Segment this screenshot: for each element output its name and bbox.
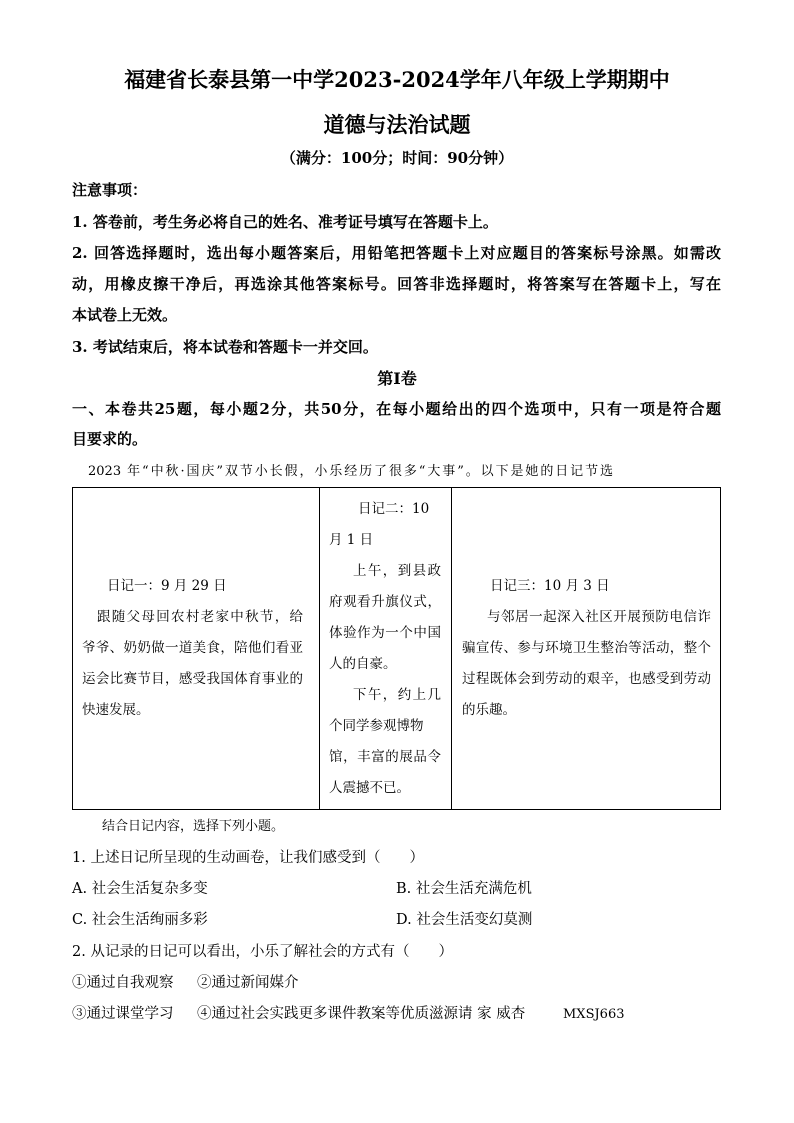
diary-entry-3 [452,488,720,809]
section-line-2: 目要求的。 [72,430,148,448]
exam-subtitle: 道德与法治试题 [323,112,471,137]
diary-entry-3-heading: 日记三：10 月 3 日 [490,578,610,594]
watermark-code: MXSJ663 [563,1007,625,1022]
diary-entry-2-line: 下午，约上几 [353,686,441,703]
diary-entry-2-heading: 日记二：10 [358,500,430,517]
question-2-choice-2: ②通过新闻媒介 [197,975,299,991]
exam-title: 福建省长泰县第一中学2023-2024学年八年级上学期期中 [124,67,670,92]
notes-item-1: 1. 答卷前，考生务必将自己的姓名、准考证号填写在答题卡上。 [72,213,498,231]
notes-item-2-line-1: 2. 回答选择题时，选出每小题答案后，用铅笔把答题卡上对应题目的答案标号涂黑。如需改 [72,244,721,262]
diary-entry-3-line: 骗宣传、参与环境卫生整治等活动，整个 [462,640,711,656]
question-2-choice-3: ③通过课堂学习 [72,1006,174,1022]
question-1-option-a: A. 社会生活复杂多变 [72,881,208,897]
diary-entry-2-line: 人震撼不已。 [329,779,410,796]
diary-table [72,487,721,810]
diary-entry-1-line: 跟随父母回农村老家中秋节，给 [97,609,303,625]
diary-entry-2-line: 体验作为一个中国 [329,624,441,641]
question-1-stem: 1. 上述日记所呈现的生动画卷，让我们感受到（ ） [72,850,424,866]
question-2-stem: 2. 从记录的日记可以看出，小乐了解社会的方式有（ ） [72,944,453,960]
diary-entry-3-line: 的乐趣。 [462,702,516,718]
diary-entry-3-line: 与邻居一起深入社区开展预防电信诈 [487,609,711,625]
question-1-option-c: C. 社会生活绚丽多彩 [72,912,208,928]
notes-item-2-line-3: 本试卷上无效。 [72,306,178,324]
score-time-line: （满分：100分；时间：90分钟） [280,149,514,167]
part-label: 第I卷 [377,369,417,388]
diary-entry-2 [319,488,452,809]
diary-entry-1-line: 爷爷、奶奶做一道美食，陪他们看亚 [82,640,303,656]
question-1-option-d: D. 社会生活变幻莫测 [396,912,533,928]
diary-entry-2-line: 上午，到县政 [353,562,441,579]
question-2-choice-4: ④通过社会实践更多课件教案等优质滋源请 家 威杏 [197,1006,526,1022]
diary-entry-1 [73,488,319,809]
diary-intro: 2023 年“中秋·国庆”双节小长假，小乐经历了很多“大事”。以下是她的日记节选 [88,464,613,479]
question-1-option-b: B. 社会生活充满危机 [396,881,532,897]
diary-entry-2-line: 馆，丰富的展品令 [329,748,441,765]
question-2-choice-1: ①通过自我观察 [72,975,174,991]
notes-item-3: 3. 考试结束后，将本试卷和答题卡一并交回。 [72,338,378,356]
diary-entry-2-line: 人的自豪。 [329,655,397,672]
diary-entry-2-line: 个同学参观博物 [329,717,424,734]
section-line-1: 一、本卷共25题，每小题2分，共50分，在每小题给出的四个选项中，只有一项是符合题 [72,400,721,418]
diary-entry-1-heading: 日记一：9 月 29 日 [107,578,227,594]
question-instruction: 结合日记内容，选择下列小题。 [102,819,285,834]
diary-entry-2-heading: 月 1 日 [329,531,374,548]
notes-heading: 注意事项： [72,181,148,199]
notes-item-2-line-2: 动，用橡皮擦干净后，再选涂其他答案标号。回答非选择题时，将答案写在答题卡上，写在 [72,275,721,293]
diary-entry-3-line: 过程既体会到劳动的艰辛，也感受到劳动 [462,671,711,687]
diary-entry-2-line: 府观看升旗仪式， [329,593,441,610]
diary-entry-1-line: 快速发展。 [82,702,150,718]
diary-entry-1-line: 运会比赛节目，感受我国体育事业的 [82,671,303,687]
